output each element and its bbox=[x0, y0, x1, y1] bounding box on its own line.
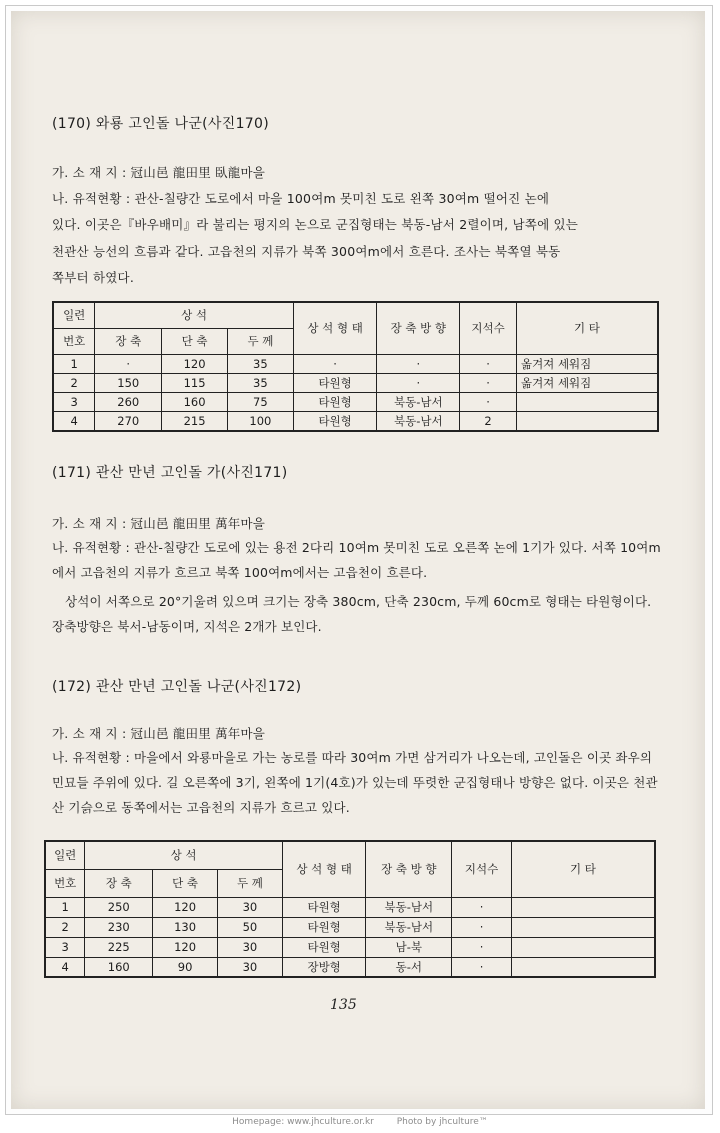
header-remarks: 기 타 bbox=[511, 841, 655, 897]
header-number: 번호 bbox=[53, 328, 95, 354]
table-row bbox=[45, 917, 655, 937]
cell-direction: 북동-남서 bbox=[366, 917, 452, 937]
cell-direction: · bbox=[377, 373, 460, 392]
page-number: 135 bbox=[330, 997, 357, 1013]
cell-support: · bbox=[460, 392, 517, 411]
header-serial: 일련 bbox=[45, 841, 85, 869]
header-short-axis: 단 축 bbox=[162, 328, 228, 354]
cell-long: 260 bbox=[95, 392, 162, 411]
section-170-line-1: 나. 유적현황 : 관산-칠량간 도로에서 마을 100여m 못미친 도로 왼쪽 30여m 떨어진 논에 bbox=[52, 191, 550, 206]
cell-serial: 3 bbox=[45, 937, 85, 957]
cell-shape: 타원형 bbox=[293, 392, 377, 411]
header-long-axis: 장 축 bbox=[95, 328, 162, 354]
cell-direction: 남-북 bbox=[366, 937, 452, 957]
cell-serial: 1 bbox=[45, 897, 85, 917]
cell-direction: 북동-남서 bbox=[377, 411, 460, 431]
cell-long: · bbox=[95, 354, 162, 373]
cell-short: 215 bbox=[162, 411, 228, 431]
section-171-title: (171) 관산 만년 고인돌 가(사진171) bbox=[52, 465, 288, 481]
cell-remarks bbox=[511, 957, 655, 977]
table-row bbox=[53, 354, 658, 373]
header-remarks: 기 타 bbox=[516, 302, 658, 354]
table-row bbox=[53, 392, 658, 411]
header-direction: 장 축 방 향 bbox=[377, 302, 460, 354]
cell-thick: 35 bbox=[227, 373, 293, 392]
cell-thick: 100 bbox=[227, 411, 293, 431]
cell-long: 150 bbox=[95, 373, 162, 392]
table-row bbox=[45, 937, 655, 957]
header-shape: 상 석 형 태 bbox=[282, 841, 366, 897]
header-long-axis: 장 축 bbox=[85, 869, 153, 897]
cell-support: · bbox=[460, 373, 517, 392]
cell-shape: 타원형 bbox=[282, 917, 366, 937]
section-171-location: 가. 소 재 지 : 冠山邑 龍田里 萬年마을 bbox=[52, 516, 266, 531]
header-thickness: 두 께 bbox=[218, 869, 283, 897]
cell-support: · bbox=[452, 937, 512, 957]
section-170-line-4: 쪽부터 하였다. bbox=[52, 270, 134, 285]
cell-long: 160 bbox=[85, 957, 153, 977]
cell-direction: 북동-남서 bbox=[377, 392, 460, 411]
section-170-title: (170) 와룡 고인돌 나군(사진170) bbox=[52, 116, 269, 132]
cell-short: 130 bbox=[153, 917, 218, 937]
cell-support: · bbox=[460, 354, 517, 373]
cell-short: 115 bbox=[162, 373, 228, 392]
cell-thick: 35 bbox=[227, 354, 293, 373]
section-172-text: 나. 유적현황 : 마을에서 와룡마을로 가는 농로를 따라 30여m 가면 삼거리가 나오는데, 고인돌은 이곳 좌우의 민묘들 주위에 있다. 길 오른쪽에 3기, 왼쪽에 1기(4호)가 있는데 뚜렷한 군집형태나 방향은 없다. 이곳은 천관산 기슭으로 동쪽에서는 고읍천의 지류가 흐르고 있다. bbox=[52, 750, 658, 815]
cell-shape: 타원형 bbox=[293, 373, 377, 392]
cell-short: 120 bbox=[162, 354, 228, 373]
cell-remarks: 옮겨져 세워짐 bbox=[516, 354, 658, 373]
section-172-title: (172) 관산 만년 고인돌 나군(사진172) bbox=[52, 679, 302, 695]
footer-homepage: Homepage: www.jhculture.or.kr bbox=[232, 1117, 374, 1127]
header-capstone: 상 석 bbox=[95, 302, 293, 328]
cell-support: 2 bbox=[460, 411, 517, 431]
table-row bbox=[45, 957, 655, 977]
cell-thick: 30 bbox=[218, 937, 283, 957]
header-short-axis: 단 축 bbox=[153, 869, 218, 897]
cell-serial: 4 bbox=[45, 957, 85, 977]
cell-support: · bbox=[452, 957, 512, 977]
cell-serial: 2 bbox=[45, 917, 85, 937]
section-172-location: 가. 소 재 지 : 冠山邑 龍田里 萬年마을 bbox=[52, 726, 266, 741]
table-row bbox=[45, 897, 655, 917]
cell-serial: 4 bbox=[53, 411, 95, 431]
cell-shape: · bbox=[293, 354, 377, 373]
cell-long: 225 bbox=[85, 937, 153, 957]
section-171-text-2: 상석이 서쪽으로 20°기울려 있으며 크기는 장축 380cm, 단축 230cm, 두께 60cm로 형태는 타원형이다. 장축방향은 북서-남동이며, 지석은 2개가 보인다. bbox=[52, 594, 652, 634]
cell-thick: 75 bbox=[227, 392, 293, 411]
cell-shape: 타원형 bbox=[293, 411, 377, 431]
cell-short: 120 bbox=[153, 897, 218, 917]
cell-serial: 2 bbox=[53, 373, 95, 392]
cell-remarks bbox=[511, 917, 655, 937]
cell-short: 90 bbox=[153, 957, 218, 977]
section-171-text: 나. 유적현황 : 관산-칠량간 도로에 있는 용전 2다리 10여m 못미친 도로 오른쪽 논에 1기가 있다. 서쪽 10여m에서 고읍천의 지류가 흐르고 북쪽 100여m에서는 고읍천이 흐른다. bbox=[52, 540, 661, 580]
header-direction: 장 축 방 향 bbox=[366, 841, 452, 897]
cell-serial: 3 bbox=[53, 392, 95, 411]
table-row bbox=[53, 411, 658, 431]
cell-serial: 1 bbox=[53, 354, 95, 373]
cell-support: · bbox=[452, 897, 512, 917]
cell-remarks: 옮겨져 세워짐 bbox=[516, 373, 658, 392]
header-number: 번호 bbox=[45, 869, 85, 897]
header-shape: 상 석 형 태 bbox=[293, 302, 377, 354]
cell-shape: 타원형 bbox=[282, 897, 366, 917]
cell-short: 160 bbox=[162, 392, 228, 411]
section-170-table bbox=[52, 301, 659, 432]
cell-shape: 타원형 bbox=[282, 937, 366, 957]
cell-short: 120 bbox=[153, 937, 218, 957]
section-170-line-2: 있다. 이곳은『바우배미』라 불리는 평지의 논으로 군집형태는 북동-남서 2렬이며, 남쪽에 있는 bbox=[52, 217, 579, 232]
section-170-location: 가. 소 재 지 : 冠山邑 龍田里 臥龍마을 bbox=[52, 165, 266, 180]
cell-remarks bbox=[511, 897, 655, 917]
header-thickness: 두 께 bbox=[227, 328, 293, 354]
footer bbox=[0, 1117, 720, 1127]
cell-remarks bbox=[516, 411, 658, 431]
header-support-stones: 지석수 bbox=[452, 841, 512, 897]
cell-thick: 30 bbox=[218, 897, 283, 917]
cell-shape: 장방형 bbox=[282, 957, 366, 977]
table-row bbox=[53, 373, 658, 392]
cell-direction: 동-서 bbox=[366, 957, 452, 977]
cell-thick: 30 bbox=[218, 957, 283, 977]
section-170-line-3: 천관산 능선의 흐름과 같다. 고읍천의 지류가 북쪽 300여m에서 흐른다. 조사는 북쪽열 북동 bbox=[52, 244, 561, 259]
cell-long: 270 bbox=[95, 411, 162, 431]
section-172-table bbox=[44, 840, 656, 978]
cell-direction: 북동-남서 bbox=[366, 897, 452, 917]
cell-thick: 50 bbox=[218, 917, 283, 937]
cell-support: · bbox=[452, 917, 512, 937]
cell-long: 250 bbox=[85, 897, 153, 917]
cell-remarks bbox=[516, 392, 658, 411]
header-capstone: 상 석 bbox=[85, 841, 282, 869]
header-serial: 일련 bbox=[53, 302, 95, 328]
cell-direction: · bbox=[377, 354, 460, 373]
cell-remarks bbox=[511, 937, 655, 957]
footer-photo-credit: Photo by jhculture™ bbox=[396, 1117, 488, 1127]
cell-long: 230 bbox=[85, 917, 153, 937]
header-support-stones: 지석수 bbox=[460, 302, 517, 354]
